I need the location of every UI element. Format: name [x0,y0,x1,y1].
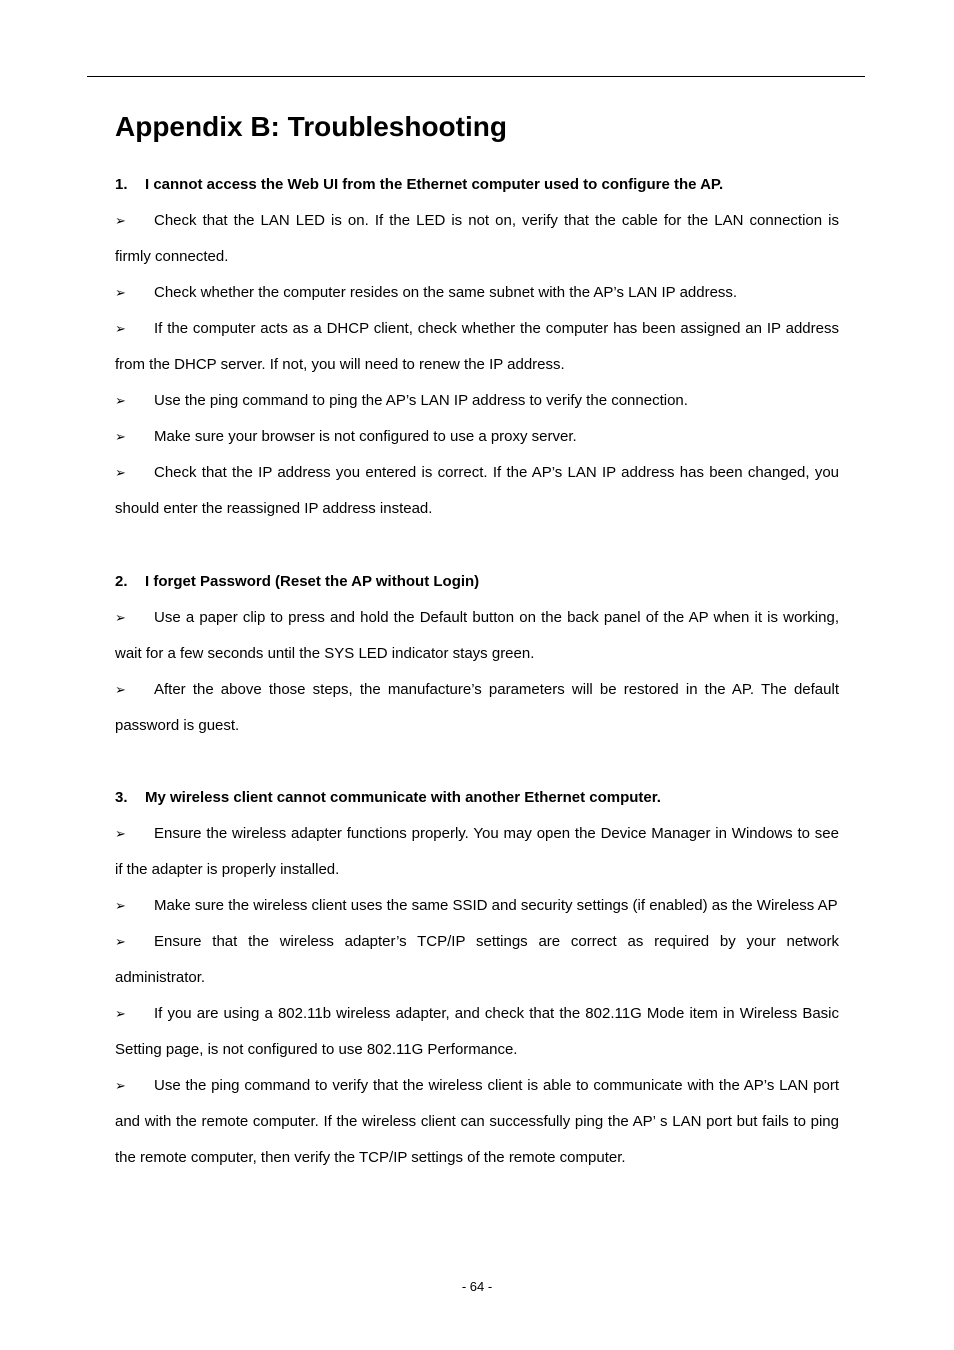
arrow-bullet-icon: ➢ [115,1078,126,1093]
section-2 [115,564,839,744]
list-item [115,455,839,527]
section-number: 1. [115,176,128,193]
list-item-text: If the computer acts as a DHCP client, check whether the computer has been assigned an IP address from the DHCP server. If not, you will need to renew the IP address. [115,320,839,373]
section-heading-text: I cannot access the Web UI from the Ethernet computer used to configure the AP. [145,176,724,193]
list-item-text: If you are using a 802.11b wireless adapter, and check that the 802.11G Mode item in Wireless Basic Setting page, is not configured to use 802.11G Performance. [115,1005,839,1058]
arrow-bullet-icon: ➢ [115,285,126,300]
list-item [115,1068,839,1176]
list-item [115,203,839,275]
page-title: Appendix B: Troubleshooting [115,111,507,142]
list-item-text: Use a paper clip to press and hold the Default button on the back panel of the AP when it is working, wait for a few seconds until the SYS LED indicator stays green. [115,609,839,662]
list-item [115,383,839,419]
list-item-text: Check whether the computer resides on the same subnet with the AP’s LAN IP address. [154,284,738,301]
arrow-bullet-icon: ➢ [115,321,126,336]
arrow-bullet-icon: ➢ [115,213,126,228]
arrow-bullet-icon: ➢ [115,898,126,913]
page-number: - 64 - [461,1279,493,1294]
list-item-text: Ensure that the wireless adapter’s TCP/IP settings are correct as required by your network administrator. [115,933,839,986]
list-item [115,672,839,744]
arrow-bullet-icon: ➢ [115,610,126,625]
list-item [115,311,839,383]
list-item-text: Use the ping command to ping the AP’s LAN IP address to verify the connection. [154,392,688,409]
section-heading [115,167,839,203]
list-item [115,816,839,888]
list-item [115,924,839,996]
section-number: 2. [115,573,128,590]
arrow-bullet-icon: ➢ [115,1006,126,1021]
list-item [115,888,839,924]
arrow-bullet-icon: ➢ [115,393,126,408]
arrow-bullet-icon: ➢ [115,465,126,480]
list-item-text: Check that the IP address you entered is correct. If the AP’s LAN IP address has been changed, you should enter the reassigned IP address instead. [115,464,839,517]
section-heading [115,780,839,816]
header-rule [87,76,865,77]
list-item [115,600,839,672]
list-item-text: After the above those steps, the manufacture’s parameters will be restored in the AP. The default password is guest. [115,681,839,734]
section-number: 3. [115,789,128,806]
list-item-text: Ensure the wireless adapter functions properly. You may open the Device Manager in Windows to see if the adapter is properly installed. [115,825,839,878]
arrow-bullet-icon: ➢ [115,826,126,841]
section-heading-text: My wireless client cannot communicate with another Ethernet computer. [145,789,661,806]
arrow-bullet-icon: ➢ [115,934,126,949]
section-3 [115,780,839,1176]
list-item-text: Check that the LAN LED is on. If the LED is not on, verify that the cable for the LAN connection is firmly connected. [115,212,839,265]
section-1 [115,167,839,527]
list-item [115,275,839,311]
arrow-bullet-icon: ➢ [115,682,126,697]
section-heading [115,564,839,600]
list-item-text: Make sure the wireless client uses the same SSID and security settings (if enabled) as the Wireless AP [154,897,838,914]
list-item-text: Make sure your browser is not configured to use a proxy server. [154,428,577,445]
list-item [115,996,839,1068]
list-item-text: Use the ping command to verify that the wireless client is able to communicate with the AP’s LAN port and with the remote computer. If the wireless client can successfully ping the AP’ s LAN port but fails to ping the remote computer, then verify the TCP/IP settings of the remote computer. [115,1077,839,1166]
arrow-bullet-icon: ➢ [115,429,126,444]
list-item [115,419,839,455]
section-heading-text: I forget Password (Reset the AP without Login) [145,573,480,590]
